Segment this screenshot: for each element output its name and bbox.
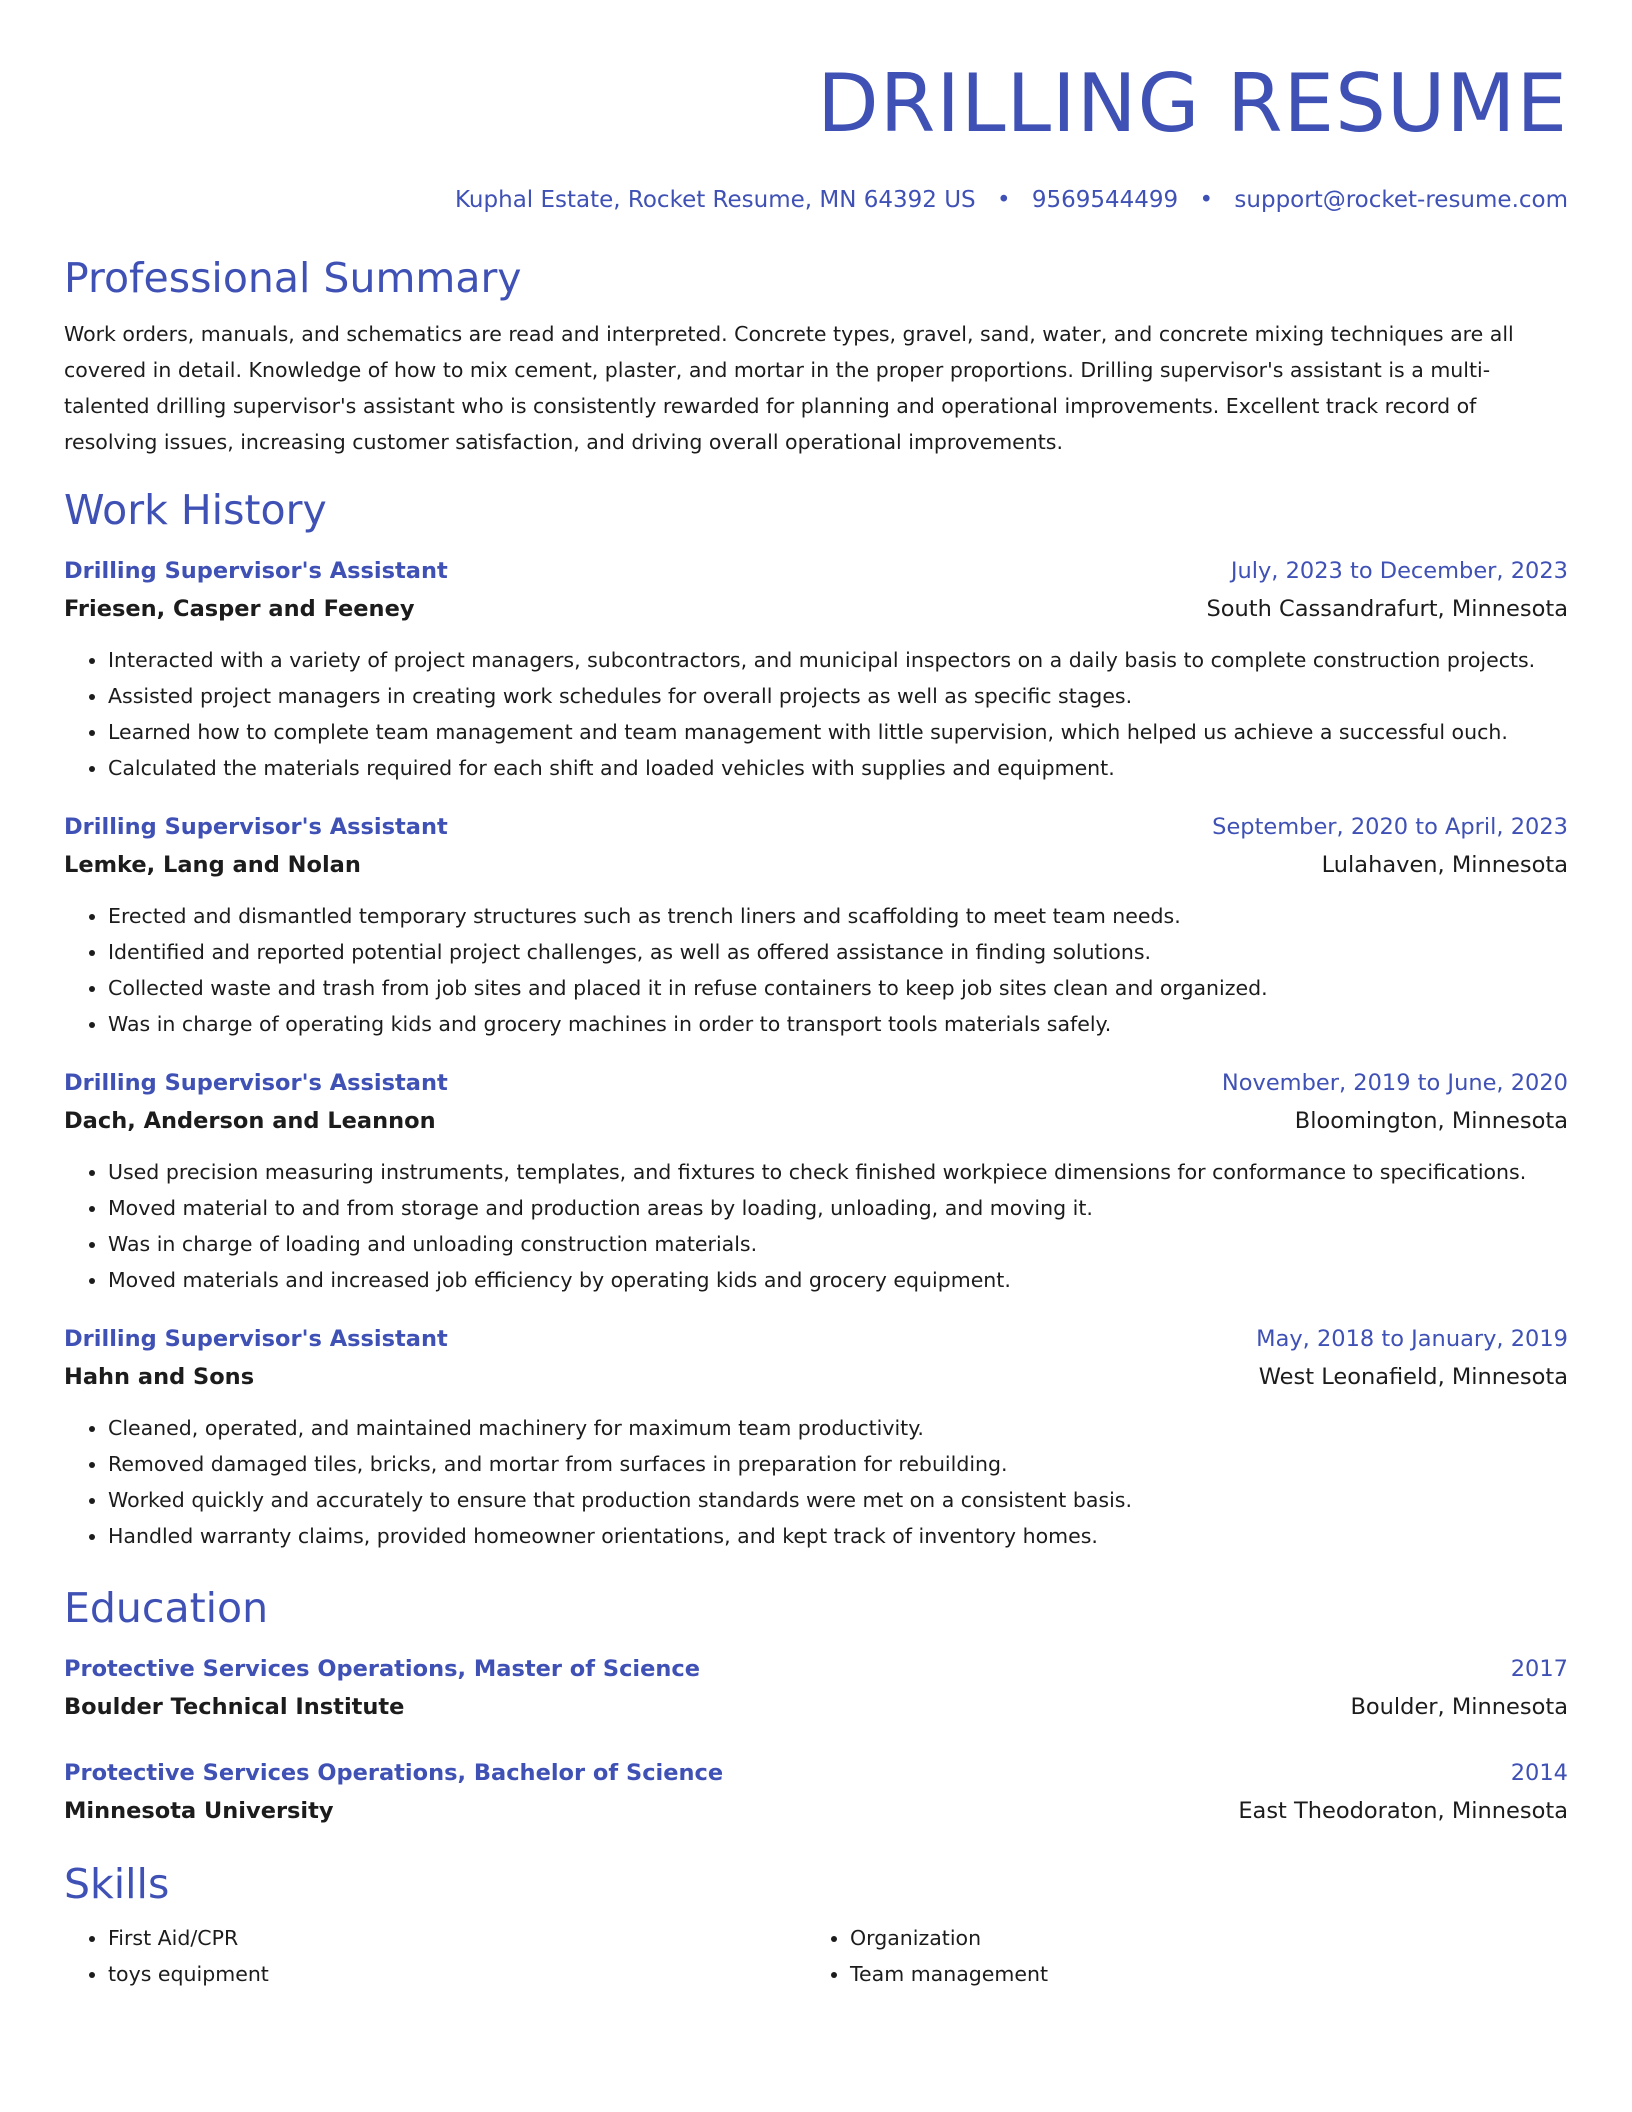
job-bullet: • Assisted project managers in creating work schedules for overall projects as well as specific stages.	[108, 678, 1568, 714]
job-bullet: • Was in charge of loading and unloading construction materials.	[108, 1226, 1568, 1262]
job-bullet: • Identified and reported potential project challenges, as well as offered assistance in finding solutions.	[108, 934, 1568, 970]
job-role: Drilling Supervisor's Assistant	[64, 814, 448, 840]
contact-address: Kuphal Estate, Rocket Resume, MN 64392 US	[455, 187, 976, 213]
job-bullet: • Removed damaged tiles, bricks, and mortar from surfaces in preparation for rebuilding.	[108, 1446, 1568, 1482]
job-company: Friesen, Casper and Feeney	[64, 596, 415, 622]
job-location: Lulahaven, Minnesota	[1321, 852, 1568, 878]
job-bullet: • Erected and dismantled temporary structures such as trench liners and scaffolding to meet team needs.	[108, 898, 1568, 934]
job-dates: July, 2023 to December, 2023	[1230, 558, 1568, 584]
contact-email: support@rocket-resume.com	[1234, 187, 1568, 213]
contact-line	[64, 184, 1568, 216]
job-location: Bloomington, Minnesota	[1294, 1108, 1568, 1134]
skills-heading: Skills	[64, 1860, 170, 1908]
job-dates: September, 2020 to April, 2023	[1212, 814, 1568, 840]
summary-heading: Professional Summary	[64, 254, 522, 302]
job-dates: November, 2019 to June, 2020	[1221, 1070, 1568, 1096]
job-role: Drilling Supervisor's Assistant	[64, 558, 448, 584]
job-bullet: • Moved material to and from storage and production areas by loading, unloading, and moving it.	[108, 1190, 1568, 1226]
skills-column-right	[806, 1920, 1550, 1992]
education-entry	[64, 1754, 1568, 1830]
job-bullet: • Handled warranty claims, provided homeowner orientations, and kept track of inventory homes.	[108, 1518, 1568, 1554]
skills-column-left	[64, 1920, 806, 1992]
job-dates: May, 2018 to January, 2019	[1256, 1326, 1568, 1352]
job-bullet: • Worked quickly and accurately to ensure that production standards were met on a consistent basis.	[108, 1482, 1568, 1518]
skill-item: • toys equipment	[108, 1956, 806, 1992]
summary-text: Work orders, manuals, and schematics are read and interpreted. Concrete types, gravel, sand, water, and concrete mixing techniques are all covered in detail. Knowledge of how to mix cement, plaster, and mortar in the proper proportions. Drilling supervisor's assistant is a multi-talented drilling supervisor's assistant who is consistently rewarded for planning and operational improvements. Excellent track record of resolving issues, increasing customer satisfaction, and driving overall operational improvements.	[64, 322, 1514, 454]
job-bullet: • Interacted with a variety of project managers, subcontractors, and municipal inspectors on a daily basis to complete construction projects.	[108, 642, 1568, 678]
job-bullet: • Learned how to complete team management and team management with little supervision, which helped us achieve a successful ouch.	[108, 714, 1568, 750]
job-bullets	[64, 642, 1568, 786]
job-company: Dach, Anderson and Leannon	[64, 1108, 436, 1134]
job-entry	[64, 1064, 1568, 1298]
education-entry	[64, 1650, 1568, 1726]
job-bullet: • Calculated the materials required for each shift and loaded vehicles with supplies and equipment.	[108, 750, 1568, 786]
contact-phone: 9569544499	[1031, 187, 1179, 213]
resume-page	[64, 0, 1568, 1992]
education-degree: Protective Services Operations, Master of Science	[64, 1656, 700, 1682]
education-degree: Protective Services Operations, Bachelor of Science	[64, 1760, 724, 1786]
contact-separator: •	[996, 187, 1011, 213]
education-location: East Theodoraton, Minnesota	[1238, 1798, 1568, 1824]
work-history-heading: Work History	[64, 486, 327, 534]
job-entry	[64, 1320, 1568, 1554]
job-bullets	[64, 1154, 1568, 1298]
job-bullets	[64, 898, 1568, 1042]
job-role: Drilling Supervisor's Assistant	[64, 1070, 448, 1096]
education-school: Boulder Technical Institute	[64, 1694, 405, 1720]
skill-item: • Organization	[850, 1920, 1550, 1956]
job-location: West Leonafield, Minnesota	[1258, 1364, 1568, 1390]
education-year: 2014	[1510, 1760, 1568, 1786]
education-location: Boulder, Minnesota	[1350, 1694, 1568, 1720]
job-bullet: • Cleaned, operated, and maintained machinery for maximum team productivity.	[108, 1410, 1568, 1446]
job-bullets	[64, 1410, 1568, 1554]
skill-item: • First Aid/CPR	[108, 1920, 806, 1956]
job-bullet: • Collected waste and trash from job sites and placed it in refuse containers to keep job sites clean and organized.	[108, 970, 1568, 1006]
job-entry	[64, 552, 1568, 786]
job-company: Hahn and Sons	[64, 1364, 255, 1390]
education-school: Minnesota University	[64, 1798, 334, 1824]
job-bullet: • Moved materials and increased job efficiency by operating kids and grocery equipment.	[108, 1262, 1568, 1298]
job-bullet: • Was in charge of operating kids and grocery machines in order to transport tools materials safely.	[108, 1006, 1568, 1042]
job-role: Drilling Supervisor's Assistant	[64, 1326, 448, 1352]
job-bullet: • Used precision measuring instruments, templates, and fixtures to check finished workpiece dimensions for conformance to specifications.	[108, 1154, 1568, 1190]
skill-item: • Team management	[850, 1956, 1550, 1992]
contact-separator: •	[1199, 187, 1214, 213]
education-heading: Education	[64, 1584, 269, 1632]
education-year: 2017	[1510, 1656, 1568, 1682]
resume-name: DRILLING RESUME	[817, 57, 1568, 150]
job-location: South Cassandrafurt, Minnesota	[1206, 596, 1568, 622]
job-entry	[64, 808, 1568, 1042]
job-company: Lemke, Lang and Nolan	[64, 852, 361, 878]
skills-list	[64, 1920, 1568, 1992]
